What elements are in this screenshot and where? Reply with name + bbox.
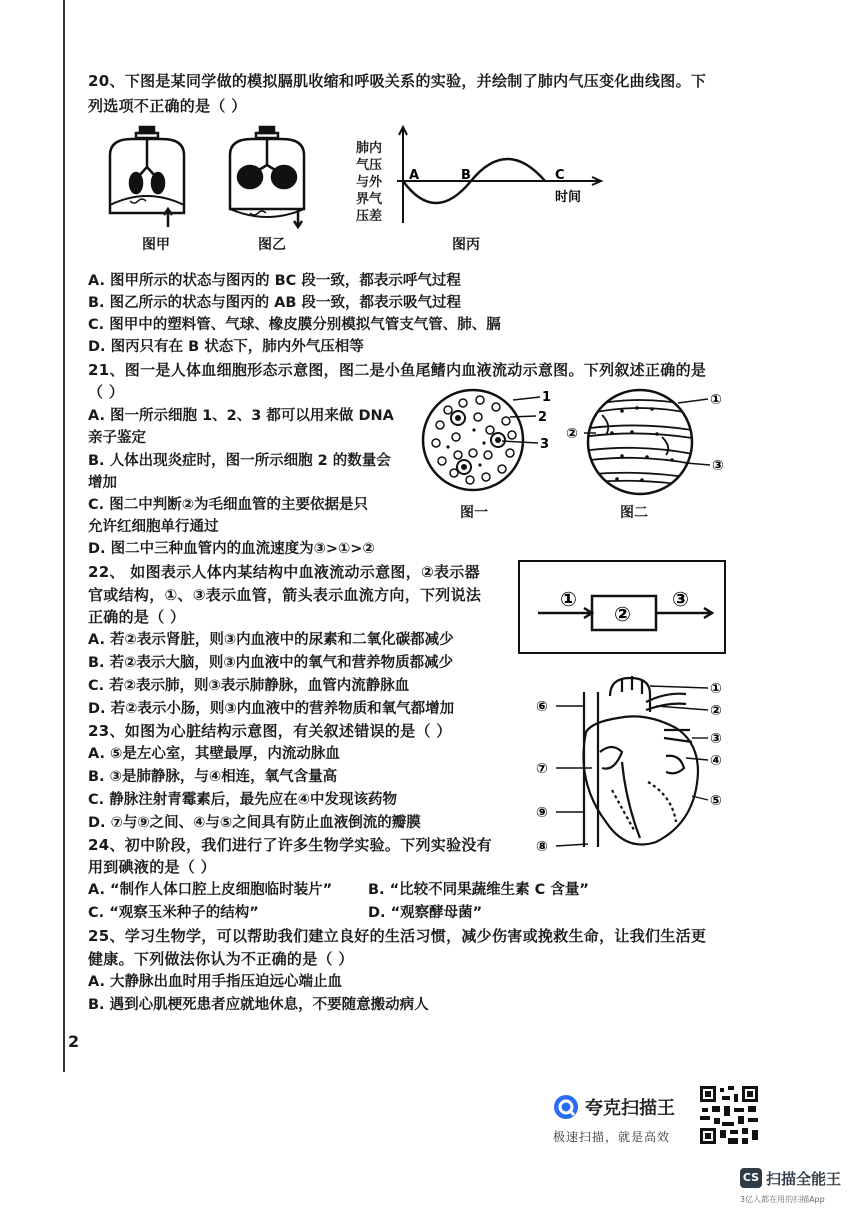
cs-logo-icon: CS [740, 1168, 762, 1188]
graph-point-c: C [555, 168, 565, 183]
q23-option-d: D. ⑦与⑨之间、④与⑤之间具有防止血液倒流的瓣膜 [88, 815, 421, 831]
heart-num-8: ⑧ [536, 839, 548, 855]
graph-point-a: A [409, 168, 420, 183]
q21-option-b-line2: 增加 [88, 475, 117, 491]
quark-slogan: 极速扫描，就是高效 [553, 1130, 671, 1144]
q20-option-a: A. 图甲所示的状态与图丙的 BC 段一致，都表示呼气过程 [88, 273, 461, 289]
graph-x-label: 时间 [555, 190, 582, 205]
q22-option-b: B. 若②表示大脑，则③内血液中的氧气和营养物质都减少 [88, 655, 454, 671]
diagram-num-1: ① [560, 587, 577, 611]
q24-option-b: B. “比较不同果蔬维生素 C 含量” [368, 882, 589, 898]
q24-option-c: C. “观察玉米种子的结构” [88, 905, 259, 921]
bell-jar-yi [230, 127, 304, 227]
blood-flow-diagram [518, 560, 726, 654]
q23-option-b: B. ③是肺静脉，与④相连，氧气含量高 [88, 769, 338, 785]
q22-option-c: C. 若②表示肺，则③表示肺静脉，血管内流静脉血 [88, 678, 410, 694]
q24-option-a: A. “制作人体口腔上皮细胞临时装片” [88, 882, 333, 898]
heart-num-1: ① [710, 681, 722, 697]
q21-option-a-line2: 亲子鉴定 [88, 430, 146, 446]
heart-num-9: ⑨ [536, 805, 548, 821]
bell-jar-figures [100, 125, 325, 230]
red-blood-cells [432, 396, 516, 484]
heart-num-4: ④ [710, 753, 722, 769]
cs-subtitle: 3亿人都在用的扫描App [740, 1195, 825, 1204]
fig-yi-caption: 图乙 [258, 237, 286, 253]
heart-num-3: ③ [710, 731, 722, 747]
fig1-num-3: 3 [540, 437, 550, 452]
cs-title: 扫描全能王 [766, 1170, 842, 1188]
heart-num-5: ⑤ [710, 793, 722, 809]
quark-title: 夸克扫描王 [585, 1098, 675, 1119]
q21-option-a-line1: A. 图一所示细胞 1、2、3 都可以用来做 DNA [88, 408, 394, 424]
q20-stem-line1: 20、下图是某同学做的模拟膈肌收缩和呼吸关系的实验，并绘制了肺内气压变化曲线图。下 [88, 72, 707, 90]
q22-stem-line1: 22、 如图表示人体内某结构中血液流动示意图，②表示器 [88, 563, 480, 581]
q25-option-b: B. 遇到心肌梗死患者应就地休息，不要随意搬动病人 [88, 997, 429, 1013]
q21-option-c-line2: 允许红细胞单行通过 [88, 519, 219, 535]
fig1-num-1: 1 [542, 390, 552, 405]
q25-stem-line2: 健康。下列做法你认为不正确的是（ ） [88, 950, 354, 968]
qr-code-icon [698, 1084, 760, 1146]
q24-stem-line1: 24、初中阶段，我们进行了许多生物学实验。下列实验没有 [88, 836, 492, 854]
fig1-num-2: 2 [538, 410, 548, 425]
page-number: 2 [68, 1032, 80, 1051]
heart-outline [584, 716, 699, 844]
q20-stem-line2: 列选项不正确的是（ ） [88, 97, 247, 115]
q21-option-c-line1: C. 图二中判断②为毛细血管的主要依据是只 [88, 497, 368, 513]
q25-option-a: A. 大静脉出血时用手指压迫远心端止血 [88, 974, 343, 990]
q23-option-a: A. ⑤是左心室，其壁最厚，内流动脉血 [88, 746, 340, 762]
heart-num-7: ⑦ [536, 761, 548, 777]
heart-structure-diagram [526, 672, 738, 868]
fig2-num-2: ② [566, 426, 578, 442]
q21-option-b-line1: B. 人体出现炎症时，图一所示细胞 2 的数量会 [88, 453, 391, 469]
graph-point-b: B [461, 168, 471, 183]
q23-stem: 23、如图为心脏结构示意图，有关叙述错误的是（ ） [88, 722, 452, 740]
q21-option-d: D. 图二中三种血管内的血流速度为③>①>② [88, 541, 375, 557]
pressure-curve-graph [395, 125, 610, 225]
q20-option-d: D. 图丙只有在 B 状态下，肺内外气压相等 [88, 339, 364, 355]
fig1-caption: 图一 [460, 505, 488, 521]
fig-bing-caption: 图丙 [452, 237, 480, 253]
q21-stem-line2: （ ） [88, 383, 125, 401]
q24-stem-line2: 用到碘液的是（ ） [88, 858, 216, 876]
graph-y-label: 肺内 气压 与外 界气 压差 [356, 141, 383, 224]
heart-num-6: ⑥ [536, 699, 548, 715]
vena-cava [584, 692, 598, 847]
binding-margin-line [63, 0, 65, 1072]
q22-stem-line2: 官或结构，①、③表示血管，箭头表示血流方向，下列说法 [88, 586, 482, 604]
fig-jia-caption: 图甲 [142, 237, 170, 253]
q20-option-b: B. 图乙所示的状态与图丙的 AB 段一致，都表示吸气过程 [88, 295, 461, 311]
aortic-arch [610, 678, 650, 712]
diagram-num-2: ② [614, 602, 631, 626]
q20-option-c: C. 图甲中的塑料管、气球、橡皮膜分别模拟气管支气管、肺、膈 [88, 317, 501, 333]
quark-logo-icon [553, 1094, 579, 1120]
bell-jar-jia [110, 127, 184, 227]
diagram-num-3: ③ [672, 587, 689, 611]
q25-stem-line1: 25、学习生物学，可以帮助我们建立良好的生活习惯，减少伤害或挽救生命，让我们生活更 [88, 927, 707, 945]
fig2-num-3: ③ [712, 458, 724, 474]
q23-option-c: C. 静脉注射青霉素后，最先应在④中发现该药物 [88, 792, 397, 808]
heart-num-2: ② [710, 703, 722, 719]
q22-stem-line3: 正确的是（ ） [88, 608, 186, 626]
fish-tail-vessels-figure [562, 385, 737, 500]
q22-option-a: A. 若②表示肾脏，则③内血液中的尿素和二氧化碳都减少 [88, 632, 454, 648]
fig2-caption: 图二 [620, 505, 648, 521]
fig2-num-1: ① [710, 392, 722, 408]
q21-stem-line1: 21、图一是人体血细胞形态示意图，图二是小鱼尾鳍内血液流动示意图。下列叙述正确的是 [88, 361, 707, 379]
q22-option-d: D. 若②表示小肠，则③内血液中的营养物质和氧气都增加 [88, 701, 455, 717]
q24-option-d: D. “观察酵母菌” [368, 905, 483, 921]
blood-cells-figure [418, 385, 568, 500]
